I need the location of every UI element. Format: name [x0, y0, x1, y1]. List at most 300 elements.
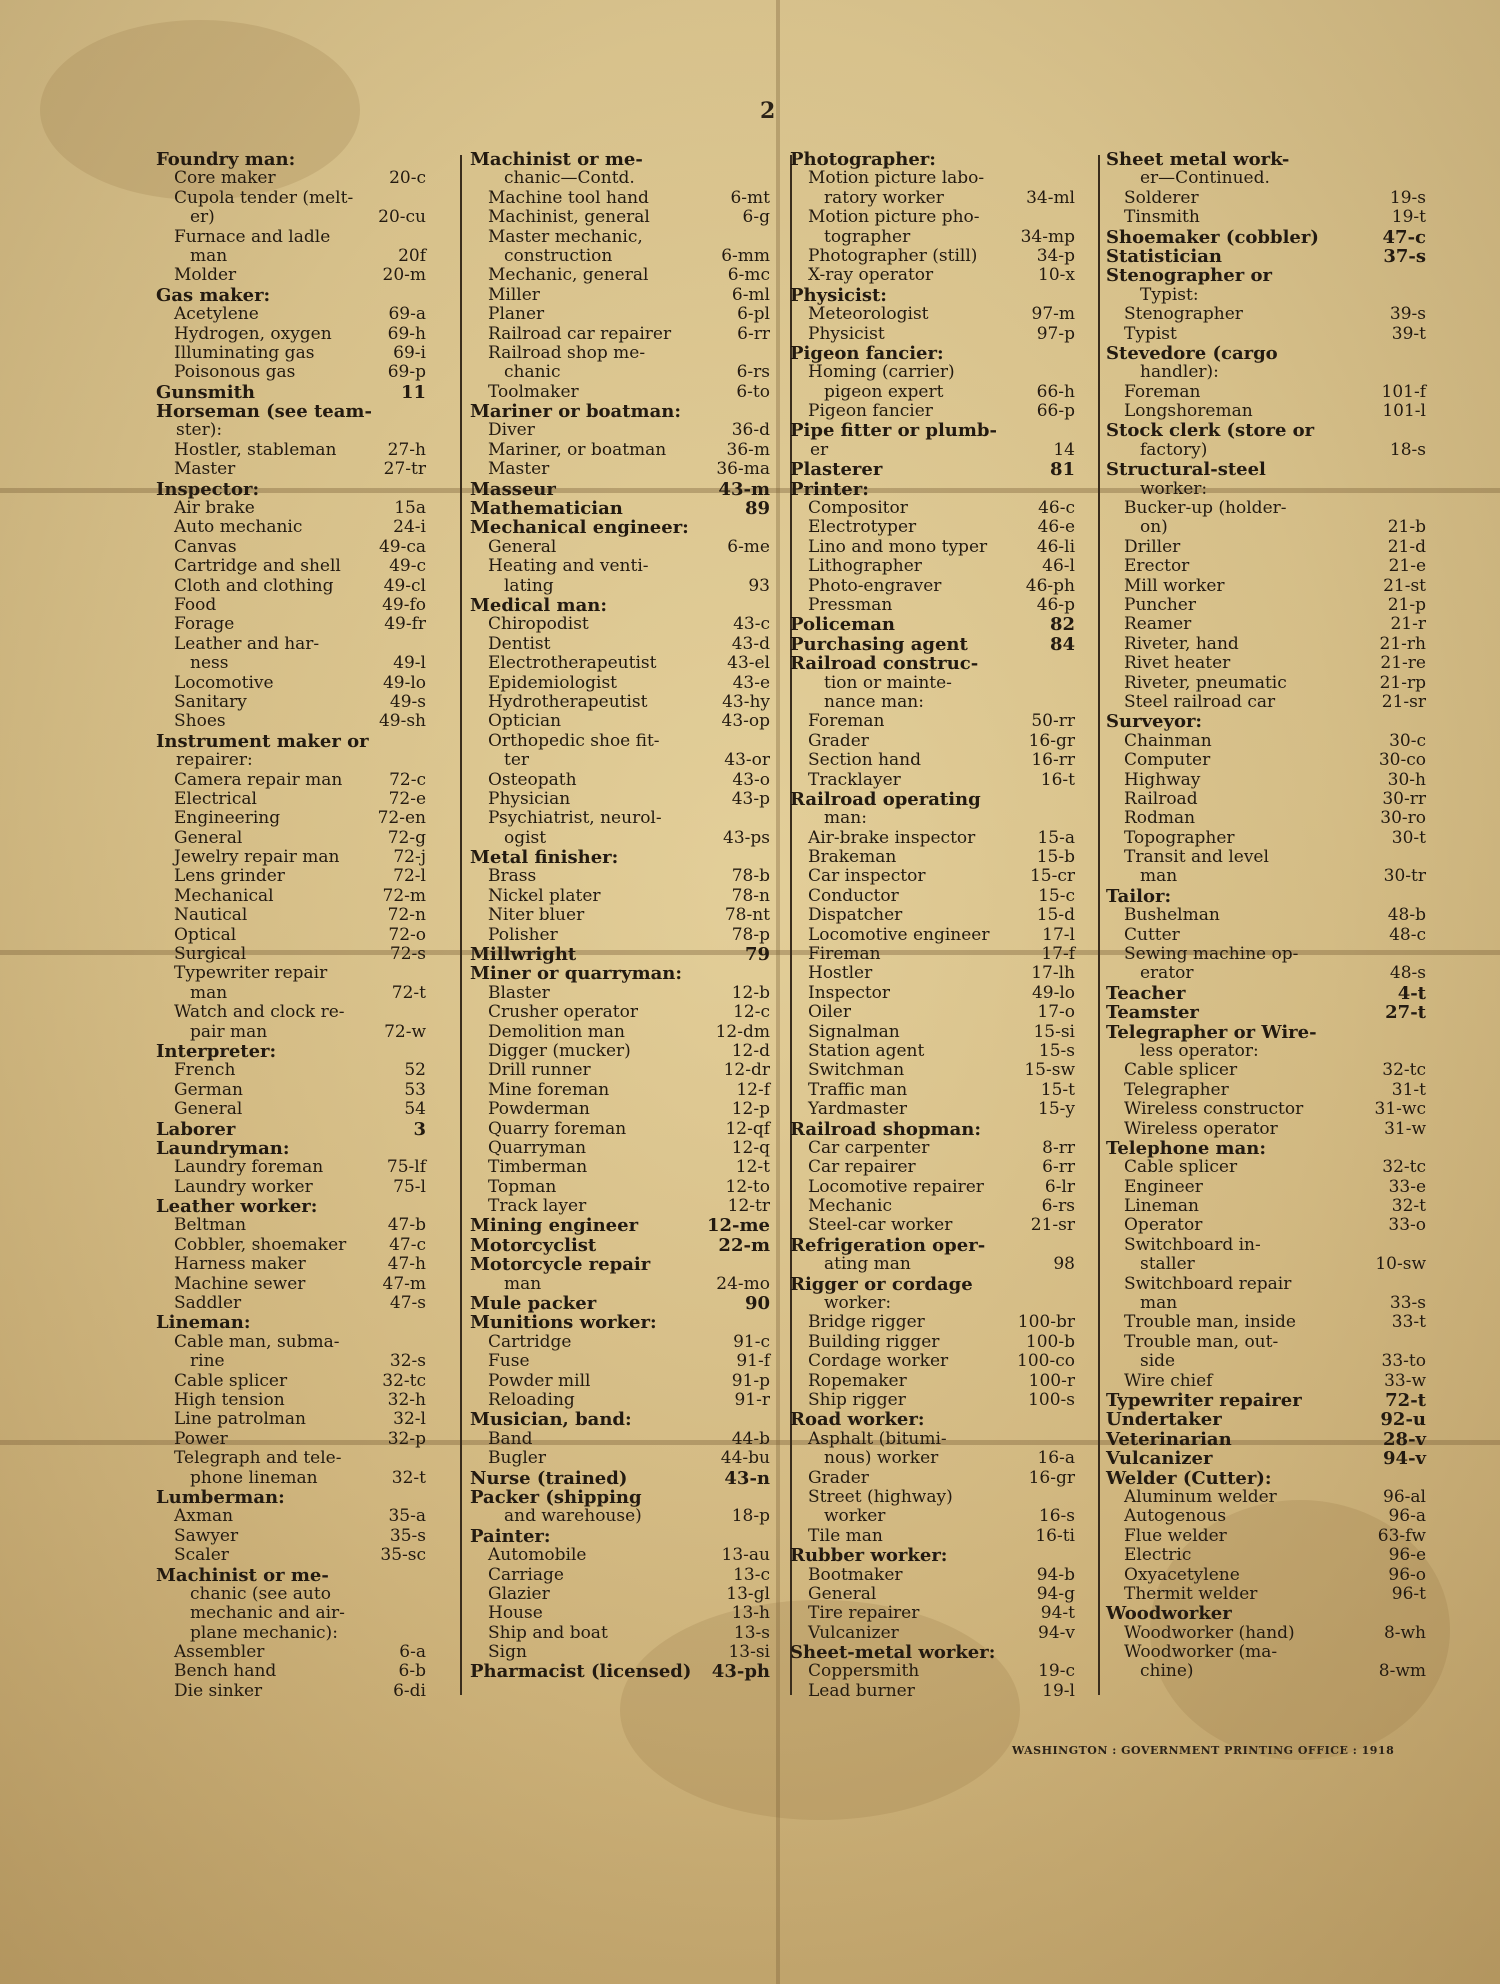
occupation-code: 96-o: [1388, 1564, 1426, 1585]
occupation-title: Foreman: [1124, 381, 1201, 402]
occupation-code: 97-m: [1031, 304, 1075, 325]
occupation-title: Typewriter repairer: [1106, 1390, 1302, 1411]
occupation-heading: [470, 1410, 770, 1429]
occupation-code: 96-e: [1388, 1545, 1426, 1566]
occupation-heading: [1106, 1430, 1426, 1449]
occupation-code: 36-d: [731, 420, 770, 441]
occupation-heading: [1106, 1604, 1426, 1623]
occupation-code: 32-s: [389, 1351, 426, 1372]
occupation-title: Autogenous: [1124, 1506, 1227, 1527]
occupation-code: 6-b: [398, 1661, 426, 1682]
occupation-code: 46-e: [1037, 517, 1075, 538]
occupation-code: 19-l: [1042, 1680, 1075, 1701]
occupation-title: X-ray operator: [808, 265, 934, 286]
occupation-title: Railroad shopman:: [790, 1118, 981, 1140]
occupation-code: 30-t: [1391, 827, 1426, 848]
occupation-entry: [790, 1313, 1075, 1332]
occupation-code: 6-to: [736, 381, 770, 402]
occupation-title: Shoemaker (cobbler): [1106, 226, 1319, 248]
occupation-title: Bridge rigger: [808, 1312, 925, 1333]
occupation-title: Interpreter:: [156, 1040, 277, 1062]
occupation-code: 15-cr: [1029, 866, 1075, 887]
occupation-title: Poisonous gas: [174, 362, 296, 383]
occupation-code: 35-sc: [380, 1545, 426, 1566]
column-rule: [1098, 155, 1100, 1695]
occupation-entry: [1106, 1120, 1426, 1139]
occupation-heading: [1106, 460, 1426, 479]
occupation-title: side: [1140, 1351, 1176, 1372]
occupation-title: Shoes: [174, 711, 226, 732]
occupation-title: Inspector: [808, 982, 891, 1003]
occupation-code: 21-rh: [1379, 633, 1426, 654]
occupation-heading: [790, 1410, 1075, 1429]
occupation-entry: [470, 1061, 770, 1080]
occupation-title: Forage: [174, 614, 235, 635]
occupation-title: Epidemiologist: [488, 672, 618, 693]
occupation-code: 18-s: [1389, 439, 1426, 460]
occupation-entry: [790, 712, 1075, 731]
occupation-title: repairer:: [176, 750, 253, 771]
occupation-heading: [790, 344, 1075, 363]
occupation-title: Station agent: [808, 1040, 925, 1061]
occupation-code: 84: [1049, 633, 1075, 655]
occupation-entry: [470, 538, 770, 557]
occupation-code: 20-c: [389, 168, 426, 189]
occupation-title: Carriage: [488, 1564, 564, 1585]
occupation-title: Brass: [488, 866, 537, 887]
occupation-title: Physician: [488, 788, 571, 809]
occupation-heading: [470, 1313, 770, 1332]
occupation-title: Mariner or boatman:: [470, 401, 681, 423]
occupation-code: 91-c: [733, 1331, 770, 1352]
occupation-title: Motorcyclist: [470, 1234, 597, 1256]
occupation-title: Electrical: [174, 788, 257, 809]
occupation-entry: [1106, 693, 1426, 712]
occupation-code: 6-lr: [1044, 1176, 1075, 1197]
occupation-code: 72-t: [391, 982, 426, 1003]
occupation-title: Sanitary: [174, 691, 247, 712]
occupation-code: 100-r: [1028, 1370, 1075, 1391]
occupation-entry: [1106, 325, 1426, 344]
occupation-title: pair man: [190, 1021, 268, 1042]
occupation-entry: [156, 945, 426, 964]
occupation-heading: [470, 1236, 770, 1255]
occupation-title: Locomotive repairer: [808, 1176, 984, 1197]
occupation-code: 33-to: [1381, 1351, 1426, 1372]
occupation-code: 30-c: [1389, 730, 1426, 751]
occupation-code: 11: [400, 381, 426, 403]
occupation-title: Mechanical: [174, 885, 274, 906]
occupation-entry: [790, 596, 1075, 615]
occupation-title: Erector: [1124, 556, 1190, 577]
occupation-code: 21-sr: [1030, 1215, 1075, 1236]
occupation-title: Signalman: [808, 1021, 900, 1042]
occupation-code: 21-b: [1387, 517, 1426, 538]
occupation-title: Watch and clock re-: [174, 1002, 345, 1023]
occupation-code: 24-i: [393, 517, 426, 538]
occupation-title: Auto mechanic: [174, 517, 303, 538]
occupation-column-2: [470, 150, 770, 1682]
occupation-entry: [1106, 1275, 1426, 1294]
occupation-title: Refrigeration oper-: [790, 1234, 986, 1256]
occupation-entry: [470, 1372, 770, 1391]
occupation-title: Laborer: [156, 1118, 236, 1140]
occupation-entry: [470, 654, 770, 673]
occupation-title: Musician, band:: [470, 1409, 632, 1431]
occupation-title: Sawyer: [174, 1525, 239, 1546]
occupation-code: 100-b: [1025, 1331, 1075, 1352]
occupation-title: Highway: [1124, 769, 1201, 790]
occupation-entry: [1106, 1372, 1426, 1391]
occupation-title: Car inspector: [808, 866, 926, 887]
occupation-code: 20-cu: [378, 207, 426, 228]
occupation-entry: [790, 363, 1075, 382]
occupation-entry: [156, 538, 426, 557]
occupation-entry: [1106, 945, 1426, 964]
occupation-title: Pharmacist (licensed): [470, 1661, 692, 1683]
occupation-code: 33-e: [1388, 1176, 1426, 1197]
occupation-title: Compositor: [808, 498, 908, 519]
occupation-heading: [470, 518, 770, 537]
occupation-code: 6-a: [399, 1642, 426, 1663]
occupation-entry: [790, 1255, 1075, 1274]
occupation-entry: [156, 926, 426, 945]
occupation-title: handler):: [1140, 362, 1219, 383]
occupation-entry: [790, 577, 1075, 596]
occupation-code: 6-g: [742, 207, 770, 228]
occupation-title: Car repairer: [808, 1157, 916, 1178]
occupation-entry: [790, 1604, 1075, 1623]
occupation-title: Dentist: [488, 633, 551, 654]
occupation-heading: [790, 1643, 1075, 1662]
occupation-code: 72-n: [387, 905, 426, 926]
occupation-code: 75-lf: [386, 1157, 426, 1178]
occupation-entry: [156, 1662, 426, 1681]
occupation-heading: [1106, 1449, 1426, 1468]
occupation-title: Aluminum welder: [1124, 1486, 1277, 1507]
occupation-entry: [156, 771, 426, 790]
occupation-entry: [156, 266, 426, 285]
occupation-code: 13-au: [721, 1545, 770, 1566]
occupation-entry: [470, 635, 770, 654]
occupation-code: 49-lo: [1031, 982, 1075, 1003]
occupation-title: Engineering: [174, 808, 281, 829]
occupation-title: Bootmaker: [808, 1564, 903, 1585]
occupation-code: 43-c: [733, 614, 770, 635]
occupation-code: 15-c: [1038, 885, 1075, 906]
occupation-code: 97-p: [1036, 323, 1075, 344]
occupation-entry: [470, 1604, 770, 1623]
occupation-code: 49-ca: [378, 536, 426, 557]
occupation-title: Cable splicer: [174, 1370, 288, 1391]
occupation-title: Stenographer: [1124, 304, 1243, 325]
occupation-heading: [790, 421, 1075, 440]
occupation-title: Puncher: [1124, 594, 1196, 615]
occupation-title: Toolmaker: [488, 381, 579, 402]
occupation-heading: [156, 383, 426, 402]
occupation-code: 96-a: [1388, 1506, 1426, 1527]
occupation-code: 37-s: [1383, 245, 1426, 267]
occupation-title: Topman: [488, 1176, 557, 1197]
occupation-entry: [790, 848, 1075, 867]
occupation-entry: [790, 1449, 1075, 1468]
occupation-entry: [790, 1430, 1075, 1449]
occupation-heading: [790, 480, 1075, 499]
occupation-entry: [790, 887, 1075, 906]
occupation-code: 94-v: [1038, 1622, 1075, 1643]
occupation-code: 49-fr: [384, 614, 426, 635]
occupation-title: Railroad shop me-: [488, 342, 646, 363]
occupation-entry: [790, 1023, 1075, 1042]
occupation-entry: [156, 228, 426, 247]
occupation-code: 15-sw: [1024, 1060, 1075, 1081]
occupation-entry: [1106, 169, 1426, 188]
occupation-entry: [790, 1507, 1075, 1526]
occupation-heading: [1106, 421, 1426, 440]
occupation-heading: [156, 1120, 426, 1139]
occupation-entry: [156, 363, 426, 382]
occupation-entry: [1106, 1566, 1426, 1585]
occupation-entry: [470, 751, 770, 770]
occupation-title: Air brake: [174, 498, 255, 519]
occupation-heading: [1106, 887, 1426, 906]
occupation-code: 78-n: [731, 885, 770, 906]
occupation-entry: [790, 984, 1075, 1003]
occupation-title: Lithographer: [808, 556, 922, 577]
occupation-title: Woodworker (ma-: [1124, 1642, 1278, 1663]
occupation-code: 32-l: [393, 1409, 426, 1430]
occupation-title: Pigeon fancier:: [790, 342, 944, 364]
occupation-code: 6-rs: [1041, 1196, 1075, 1217]
occupation-code: 12-tr: [727, 1196, 770, 1217]
occupation-entry: [1106, 926, 1426, 945]
occupation-title: rine: [190, 1351, 225, 1372]
occupation-entry: [790, 1216, 1075, 1235]
occupation-title: Physicist:: [790, 284, 887, 306]
occupation-title: General: [808, 1583, 877, 1604]
occupation-code: 17-l: [1042, 924, 1075, 945]
occupation-code: 90: [744, 1293, 770, 1315]
occupation-entry: [1106, 1236, 1426, 1255]
occupation-title: Gunsmith: [156, 381, 255, 403]
occupation-code: 82: [1049, 614, 1075, 636]
occupation-code: 49-l: [393, 653, 426, 674]
occupation-title: Electric: [1124, 1545, 1192, 1566]
occupation-entry: [790, 1081, 1075, 1100]
occupation-code: 30-ro: [1380, 808, 1426, 829]
occupation-title: Vulcanizer: [808, 1622, 899, 1643]
occupation-entry: [1106, 189, 1426, 208]
occupation-title: chanic: [504, 362, 561, 383]
occupation-code: 12-d: [731, 1040, 770, 1061]
occupation-code: 66-h: [1036, 381, 1075, 402]
occupation-entry: [156, 1391, 426, 1410]
occupation-entry: [156, 325, 426, 344]
occupation-title: Lens grinder: [174, 866, 285, 887]
occupation-entry: [790, 305, 1075, 324]
occupation-code: 3: [413, 1118, 426, 1140]
occupation-entry: [156, 654, 426, 673]
occupation-code: 52: [404, 1060, 426, 1081]
occupation-entry: [1106, 790, 1426, 809]
occupation-title: Grader: [808, 730, 869, 751]
occupation-entry: [470, 867, 770, 886]
occupation-code: 17-o: [1037, 1002, 1075, 1023]
occupation-entry: [470, 169, 770, 188]
occupation-title: Switchman: [808, 1060, 905, 1081]
occupation-title: Fireman: [808, 944, 881, 965]
occupation-title: worker: [824, 1506, 886, 1527]
occupation-code: 12-b: [731, 982, 770, 1003]
occupation-entry: [1106, 363, 1426, 382]
occupation-title: Wire chief: [1124, 1370, 1213, 1391]
occupation-code: 13-c: [733, 1564, 770, 1585]
occupation-title: Ship rigger: [808, 1390, 906, 1410]
occupation-entry: [790, 1624, 1075, 1643]
vertical-fold: [776, 0, 780, 1984]
occupation-heading: [790, 460, 1075, 479]
occupation-code: 16-t: [1040, 769, 1075, 790]
occupation-title: Quarry foreman: [488, 1118, 627, 1139]
occupation-title: Veterinarian: [1106, 1428, 1232, 1450]
occupation-title: House: [488, 1603, 543, 1624]
occupation-entry: [470, 228, 770, 247]
occupation-code: 10-sw: [1375, 1254, 1426, 1275]
occupation-title: man: [1140, 866, 1178, 887]
occupation-code: 6-mc: [727, 265, 770, 286]
occupation-entry: [470, 460, 770, 479]
occupation-code: 21-d: [1387, 536, 1426, 557]
occupation-code: 78-nt: [724, 905, 770, 926]
occupation-code: 36-ma: [716, 459, 770, 480]
occupation-title: Asphalt (bitumi-: [808, 1428, 947, 1449]
occupation-title: Machinist or me-: [156, 1564, 329, 1586]
occupation-code: 31-t: [1391, 1079, 1426, 1100]
occupation-heading: [470, 1216, 770, 1235]
occupation-title: Wireless operator: [1124, 1118, 1278, 1139]
occupation-title: Typist: [1124, 323, 1177, 344]
occupation-title: Policeman: [790, 614, 895, 636]
occupation-code: 35-a: [388, 1506, 426, 1527]
occupation-title: Surgical: [174, 944, 247, 965]
occupation-entry: [156, 1682, 426, 1701]
occupation-entry: [156, 1410, 426, 1429]
occupation-heading: [790, 790, 1075, 809]
occupation-entry: [470, 984, 770, 1003]
occupation-heading: [1106, 1391, 1426, 1410]
occupation-title: phone lineman: [190, 1467, 318, 1488]
occupation-entry: [470, 1042, 770, 1061]
occupation-entry: [470, 344, 770, 363]
occupation-code: 30-rr: [1382, 788, 1426, 809]
occupation-title: Driller: [1124, 536, 1181, 557]
occupation-title: Longshoreman: [1124, 401, 1253, 422]
occupation-title: Homing (carrier): [808, 362, 955, 383]
occupation-heading: [156, 1313, 426, 1332]
occupation-title: Cobbler, shoemaker: [174, 1234, 347, 1255]
occupation-heading: [470, 150, 770, 169]
occupation-heading: [790, 654, 1075, 673]
occupation-title: German: [174, 1079, 243, 1100]
occupation-heading: [1106, 1410, 1426, 1429]
occupation-title: Master: [174, 459, 236, 480]
occupation-entry: [470, 1120, 770, 1139]
occupation-title: Flue welder: [1124, 1525, 1227, 1546]
occupation-heading: [470, 596, 770, 615]
occupation-code: 15-si: [1033, 1021, 1075, 1042]
occupation-entry: [470, 1507, 770, 1526]
occupation-title: Track layer: [488, 1196, 587, 1217]
occupation-entry: [470, 325, 770, 344]
occupation-entry: [470, 266, 770, 285]
occupation-title: Riveter, hand: [1124, 633, 1239, 654]
occupation-heading: [470, 1527, 770, 1546]
occupation-entry: [790, 1662, 1075, 1681]
occupation-code: 24-mo: [716, 1273, 770, 1294]
occupation-code: 48-s: [1389, 963, 1426, 984]
occupation-heading: [470, 1488, 770, 1507]
occupation-entry: [1106, 1294, 1426, 1313]
occupation-title: Cordage worker: [808, 1351, 949, 1372]
occupation-title: Plasterer: [790, 459, 883, 481]
occupation-code: 36-m: [726, 439, 770, 460]
occupation-title: Chainman: [1124, 730, 1212, 751]
occupation-entry: [156, 1449, 426, 1468]
occupation-entry: [790, 1178, 1075, 1197]
occupation-entry: [156, 1100, 426, 1119]
occupation-entry: [156, 421, 426, 440]
occupation-code: 15-s: [1038, 1040, 1075, 1061]
occupation-entry: [470, 615, 770, 634]
occupation-column-3: [790, 150, 1075, 1701]
occupation-title: staller: [1140, 1254, 1195, 1275]
occupation-title: Crusher operator: [488, 1002, 638, 1023]
occupation-code: 31-w: [1384, 1118, 1426, 1139]
occupation-code: 46-p: [1036, 594, 1075, 615]
occupation-title: pigeon expert: [824, 381, 944, 402]
occupation-title: Hostler, stableman: [174, 439, 337, 460]
occupation-code: 21-rp: [1379, 672, 1426, 693]
occupation-code: 8-wm: [1378, 1661, 1426, 1682]
occupation-code: 53: [404, 1079, 426, 1100]
occupation-heading: [470, 1255, 770, 1274]
occupation-code: 44-bu: [720, 1448, 770, 1469]
occupation-entry: [1106, 906, 1426, 925]
occupation-entry: [790, 1003, 1075, 1022]
occupation-title: Railroad operating: [790, 788, 981, 810]
occupation-code: 27-tr: [383, 459, 426, 480]
occupation-entry: [790, 1391, 1075, 1410]
occupation-title: and warehouse): [504, 1506, 642, 1527]
occupation-heading: [470, 945, 770, 964]
occupation-entry: [790, 1566, 1075, 1585]
occupation-title: Line patrolman: [174, 1409, 306, 1430]
occupation-code: 15a: [394, 498, 426, 519]
occupation-title: Mill worker: [1124, 575, 1225, 596]
occupation-entry: [470, 829, 770, 848]
occupation-entry: [156, 577, 426, 596]
occupation-entry: [1106, 1216, 1426, 1235]
occupation-entry: [470, 441, 770, 460]
occupation-title: Engineer: [1124, 1176, 1203, 1197]
occupation-title: Rodman: [1124, 808, 1196, 829]
occupation-entry: [470, 1430, 770, 1449]
occupation-entry: [470, 208, 770, 227]
occupation-entry: [156, 1333, 426, 1352]
occupation-title: chine): [1140, 1661, 1194, 1682]
occupation-entry: [1106, 635, 1426, 654]
occupation-entry: [1106, 1061, 1426, 1080]
